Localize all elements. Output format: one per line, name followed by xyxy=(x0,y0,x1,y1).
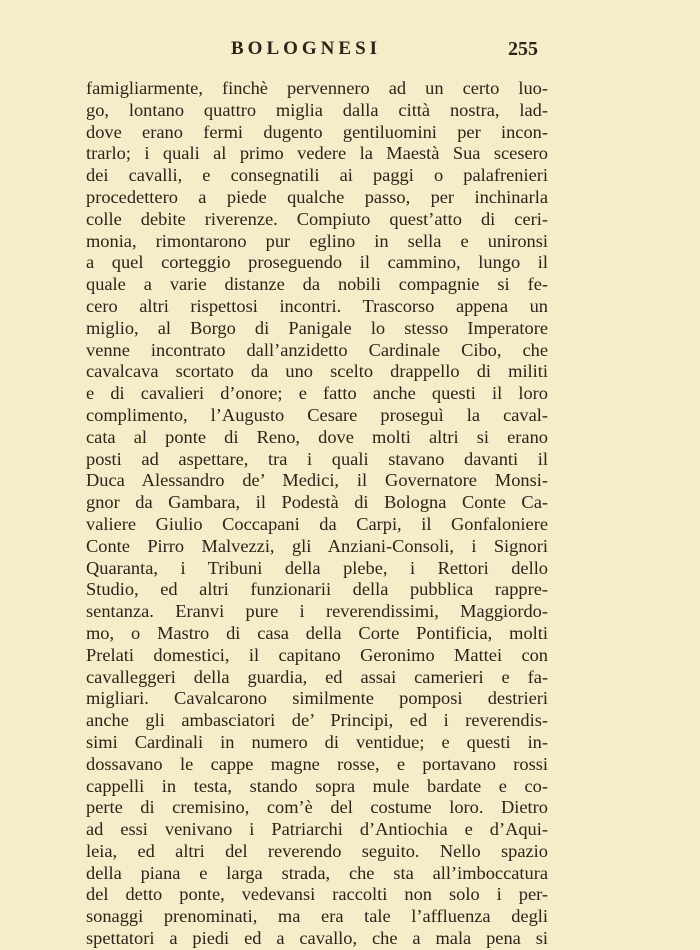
text-line: procedettero a piede qualche passo, per inchinarla xyxy=(86,186,548,207)
text-line: cavalleggeri della guardia, ed assai camerieri e fa- xyxy=(86,666,548,687)
text-line: Conte Pirro Malvezzi, gli Anziani-Consoli, i Signori xyxy=(86,535,548,556)
text-line: posti ad aspettare, tra i quali stavano davanti il xyxy=(86,448,548,469)
text-line: cappelli in testa, stando sopra mule bardate e co- xyxy=(86,775,548,796)
text-line: venne incontrato dall’anzidetto Cardinale Cibo, che xyxy=(86,339,548,360)
text-line: quale a varie distanze da nobili compagnie si fe- xyxy=(86,274,548,295)
text-line: migliari. Cavalcarono similmente pomposi destrieri xyxy=(86,688,548,709)
text-line: del detto ponte, vedevansi raccolti non solo i per- xyxy=(86,884,548,905)
text-line: mo, o Mastro di casa della Corte Pontificia, molti xyxy=(86,622,548,643)
text-line: della piana e larga strada, che sta all’imboccatura xyxy=(86,862,548,883)
text-line: spettatori a piedi ed a cavallo, che a mala pena si xyxy=(86,928,548,949)
text-line: dei cavalli, e consegnatili ai paggi o palafrenieri xyxy=(86,165,548,186)
text-line: complimento, l’Augusto Cesare proseguì la caval- xyxy=(86,404,548,425)
text-line: cero altri rispettosi incontri. Trascorso appena un xyxy=(86,295,548,316)
text-line: Quaranta, i Tribuni della plebe, i Rettori dello xyxy=(86,557,548,578)
text-line: ad essi venivano i Patriarchi d’Antiochia e d’Aqui- xyxy=(86,819,548,840)
text-line: go, lontano quattro miglia dalla città nostra, lad- xyxy=(86,99,548,120)
text-line: trarlo; i quali al primo vedere la Maestà Sua scesero xyxy=(86,143,548,164)
page-header xyxy=(86,38,546,68)
text-line: Duca Alessandro de’ Medici, il Governatore Monsi- xyxy=(86,470,548,491)
text-line: dossavano le cappe magne rosse, e portavano rossi xyxy=(86,753,548,774)
text-line: simi Cardinali in numero di ventidue; e questi in- xyxy=(86,731,548,752)
body-text xyxy=(86,78,548,950)
text-line: e di cavalieri d’onore; e fatto anche questi il loro xyxy=(86,383,548,404)
text-line: Prelati domestici, il capitano Geronimo Mattei con xyxy=(86,644,548,665)
text-line: gnor da Gambara, il Podestà di Bologna Conte Ca- xyxy=(86,492,548,513)
text-line: leia, ed altri del reverendo seguito. Nello spazio xyxy=(86,840,548,861)
text-line: sonaggi prenominati, ma era tale l’affluenza degli xyxy=(86,906,548,927)
text-line: valiere Giulio Coccapani da Carpi, il Gonfaloniere xyxy=(86,513,548,534)
text-line: dove erano fermi dugento gentiluomini per incon- xyxy=(86,121,548,142)
text-line: miglio, al Borgo di Panigale lo stesso Imperatore xyxy=(86,317,548,338)
text-line: monia, rimontarono pur eglino in sella e unironsi xyxy=(86,230,548,251)
page-number: 255 xyxy=(508,38,538,60)
text-line: Studio, ed altri funzionarii della pubblica rappre- xyxy=(86,579,548,600)
text-line: cata al ponte di Reno, dove molti altri si erano xyxy=(86,426,548,447)
text-line: perte di cremisino, com’è del costume loro. Dietro xyxy=(86,797,548,818)
text-line: sentanza. Eranvi pure i reverendissimi, Maggiordo- xyxy=(86,601,548,622)
text-line: cavalcava scortato da uno scelto drappello di militi xyxy=(86,361,548,382)
text-line: famigliarmente, finchè pervennero ad un certo luo- xyxy=(86,78,548,98)
text-line: a quel corteggio proseguendo il cammino, lungo il xyxy=(86,252,548,273)
text-line: anche gli ambasciatori de’ Principi, ed i reverendis- xyxy=(86,710,548,731)
running-title: BOLOGNESI xyxy=(231,38,382,59)
text-line: colle debite riverenze. Compiuto quest’atto di ceri- xyxy=(86,208,548,229)
